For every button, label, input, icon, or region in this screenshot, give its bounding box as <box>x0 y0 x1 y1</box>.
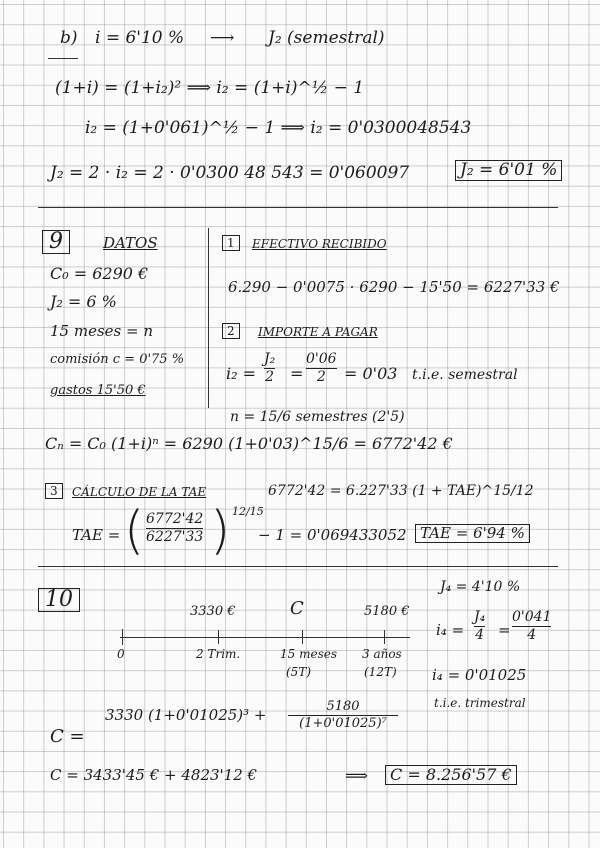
timeline-tick <box>218 630 219 644</box>
c-term1: 3330 (1+0'01025)³ + <box>105 706 267 724</box>
numerator: J₄ <box>474 609 486 625</box>
timeline-label: 3 años <box>362 647 402 661</box>
timeline-label: 0 <box>117 647 125 661</box>
problem-10-number: 10 <box>38 588 80 612</box>
i4-note: t.i.e. trimestral <box>434 696 526 710</box>
numerator: 0'041 <box>512 609 552 625</box>
section-b-line3: i₂ = (1+0'061)^½ − 1 ⟹ i₂ = 0'0300048543 <box>85 118 472 138</box>
c-fraction <box>288 700 398 730</box>
timeline-label: 15 meses <box>280 647 337 661</box>
paren-open: ( <box>124 501 145 561</box>
divider <box>38 566 558 567</box>
datos-item: 15 meses = n <box>50 322 153 340</box>
step-2-note: t.i.e. semestral <box>412 367 518 383</box>
divider <box>38 207 558 208</box>
numerator: 5180 <box>326 699 360 714</box>
denominator: 6227'33 <box>146 528 204 545</box>
c-lhs: C = <box>50 726 85 747</box>
timeline-amount-right: 5180 € <box>364 604 410 619</box>
numerator: J₂ <box>264 351 276 367</box>
numerator: 0'06 <box>306 351 337 367</box>
denominator: (1+0'01025)⁷ <box>299 715 387 731</box>
step-1-title: EFECTIVO RECIBIDO <box>252 237 387 251</box>
timeline-tick <box>122 629 123 645</box>
step-2-title: IMPORTE A PAGAR <box>258 325 378 339</box>
timeline-unknown: C <box>290 598 304 619</box>
section-b-line4: J₂ = 2 · i₂ = 2 · 0'0300 48 543 = 0'060097 <box>50 163 410 183</box>
step-3-number: 3 <box>45 483 63 499</box>
tae-lhs: TAE = <box>72 526 121 544</box>
step-1-line: 6.290 − 0'0075 · 6290 − 15'50 = 6227'33 € <box>228 278 560 296</box>
n-line: n = 15/6 semestres (2'5) <box>230 409 405 425</box>
section-b-target: J₂ (semestral) <box>268 28 385 48</box>
c-line2: C = 3433'45 € + 4823'12 € <box>50 766 258 784</box>
arrow: ⟹ <box>345 766 368 785</box>
cn-line: Cₙ = C₀ (1+i)ⁿ = 6290 (1+0'03)^15/6 = 6772'42 € <box>45 434 453 453</box>
equals-sign: = <box>290 364 304 383</box>
datos-item: gastos 15'50 € <box>50 383 146 398</box>
datos-item: J₂ = 6 % <box>50 292 117 311</box>
datos-item: comisión c = 0'75 % <box>50 352 185 367</box>
fraction-j4-over-4 <box>474 610 485 642</box>
equals-sign: = <box>498 621 511 639</box>
step-3-equation: 6772'42 = 6.227'33 (1 + TAE)^15/12 <box>268 483 534 499</box>
fraction-j2-over-2 <box>264 352 275 384</box>
j4-value: J₄ = 4'10 % <box>440 579 521 595</box>
timeline-tick <box>302 630 303 644</box>
denominator: 2 <box>265 368 275 385</box>
timeline-axis <box>120 637 410 638</box>
problem-9-number: 9 <box>42 230 70 254</box>
step-2-number: 2 <box>222 323 240 339</box>
timeline-amount-left: 3330 € <box>190 604 236 619</box>
tae-result: TAE = 6'94 % <box>415 524 530 543</box>
section-b-line2: (1+i) = (1+i₂)² ⟹ i₂ = (1+i)^½ − 1 <box>55 78 365 98</box>
i4-value: i₄ = 0'01025 <box>432 666 527 684</box>
arrow: ⟶ <box>210 28 235 48</box>
datos-title: DATOS <box>103 234 158 252</box>
paren-close: ) <box>210 501 231 561</box>
column-divider <box>208 228 209 408</box>
timeline-label: (12T) <box>364 665 397 679</box>
fraction-006-over-2 <box>306 352 337 384</box>
timeline-label: (5T) <box>286 665 312 679</box>
tae-exponent: 12/15 <box>232 505 264 518</box>
step-3-title: CÁLCULO DE LA TAE <box>72 485 207 499</box>
timeline-label: 2 Trim. <box>196 647 241 661</box>
fraction-0041-over-4 <box>512 610 551 642</box>
numerator: 6772'42 <box>146 511 204 527</box>
section-b-result: J₂ = 6'01 % <box>455 160 562 181</box>
timeline-tick <box>384 630 385 644</box>
step-2-rhs: = 0'03 <box>344 364 398 383</box>
section-b-given: i = 6'10 % <box>95 28 185 48</box>
section-b-label: b) <box>60 28 78 48</box>
denominator: 2 <box>316 368 326 385</box>
i4-lhs: i₄ = <box>436 621 465 639</box>
denominator: 4 <box>475 626 485 643</box>
step-1-number: 1 <box>222 235 240 251</box>
denominator: 4 <box>527 626 537 643</box>
tae-rest: − 1 = 0'069433052 <box>258 526 407 544</box>
underline <box>48 58 78 59</box>
c-result: C = 8.256'57 € <box>385 765 517 785</box>
step-2-lhs: i₂ = <box>226 364 257 383</box>
tae-fraction <box>146 512 203 544</box>
datos-item: C₀ = 6290 € <box>50 264 149 283</box>
